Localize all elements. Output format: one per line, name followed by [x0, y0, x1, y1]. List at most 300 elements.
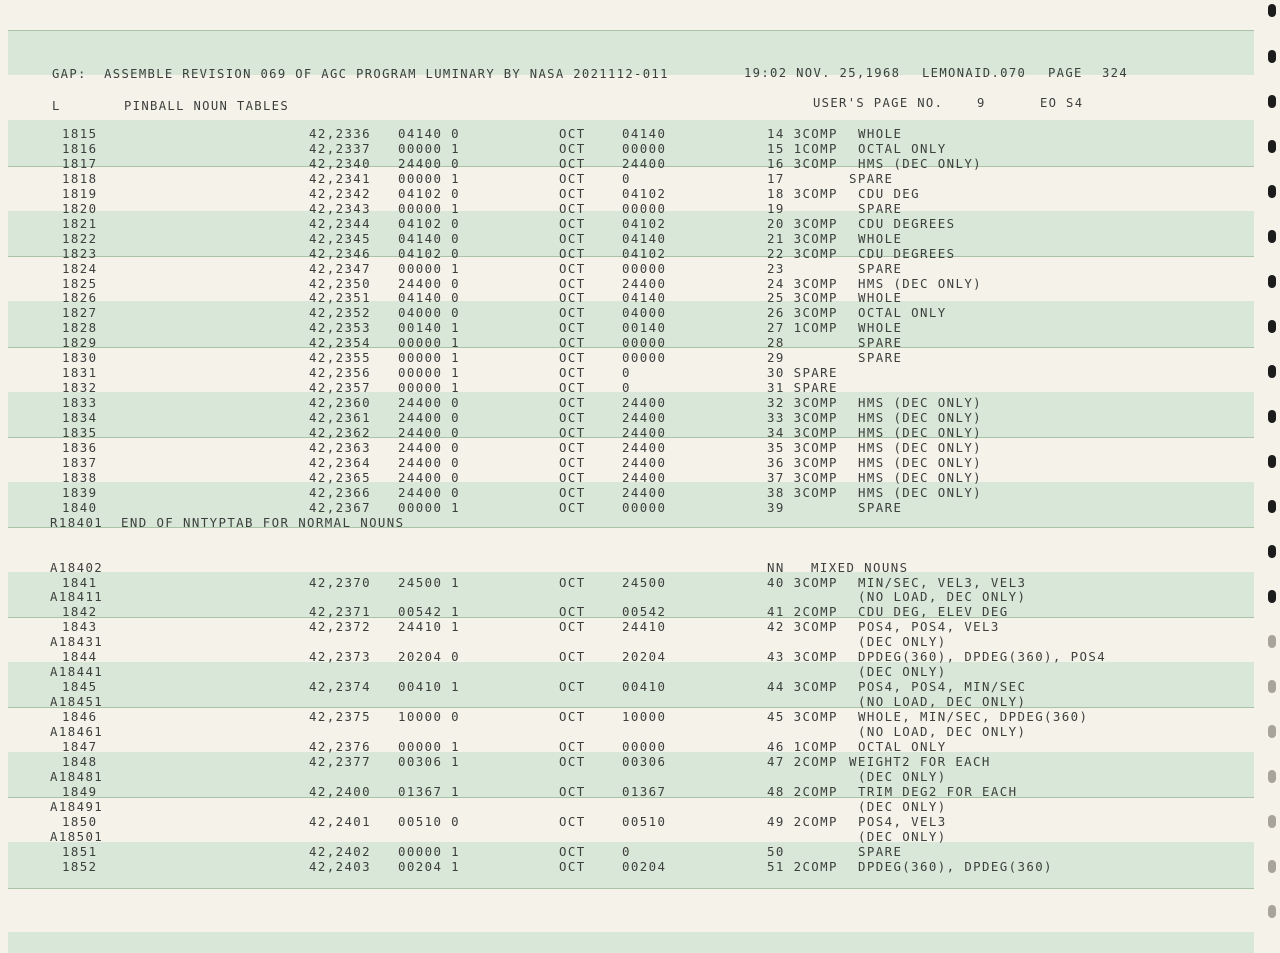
component-cell: 24 3COMP [767, 276, 838, 291]
sequence-cell: A18411 [50, 589, 104, 604]
component-cell: 48 2COMP [767, 784, 838, 799]
section-title: PINBALL NOUN TABLES [124, 99, 290, 113]
description-cell: CDU DEGREES [858, 216, 956, 231]
description-cell: WHOLE [858, 126, 903, 141]
sequence-cell: 1829 [62, 335, 98, 350]
value-cell: 20204 [622, 649, 667, 664]
sequence-cell: 1824 [62, 261, 98, 276]
component-cell: 44 3COMP [767, 679, 838, 694]
value-cell: 24400 [622, 470, 667, 485]
word-cell: 04140 0 [398, 290, 461, 305]
sequence-cell: 1847 [62, 739, 98, 754]
value-cell: 04102 [622, 216, 667, 231]
value-cell: 24400 [622, 410, 667, 425]
description-cell: HMS (DEC ONLY) [858, 410, 983, 425]
eo-label: EO S4 [1040, 96, 1084, 110]
component-cell: 35 3COMP [767, 440, 838, 455]
word-cell: 00000 1 [398, 380, 461, 395]
address-cell: 42,2360 [309, 395, 372, 410]
description-cell: (DEC ONLY) [858, 769, 947, 784]
component-cell: 51 2COMP [767, 859, 838, 874]
opcode-cell: OCT [559, 814, 586, 829]
sequence-cell: 1832 [62, 380, 98, 395]
sequence-cell: 1840 [62, 500, 98, 515]
address-cell: 42,2377 [309, 754, 372, 769]
sequence-cell: 1815 [62, 126, 98, 141]
opcode-cell: OCT [559, 380, 586, 395]
value-cell: 04140 [622, 290, 667, 305]
green-bar [8, 932, 1254, 953]
component-cell: 36 3COMP [767, 455, 838, 470]
value-cell: 00000 [622, 500, 667, 515]
component-cell: 16 3COMP [767, 156, 838, 171]
tractor-hole-icon [1268, 455, 1276, 468]
tractor-hole-icon [1268, 410, 1276, 423]
opcode-cell: OCT [559, 261, 586, 276]
opcode-cell: OCT [559, 844, 586, 859]
opcode-cell: OCT [559, 784, 586, 799]
value-cell: 00000 [622, 141, 667, 156]
word-cell: 00000 1 [398, 350, 461, 365]
sequence-cell: 1846 [62, 709, 98, 724]
sequence-cell: 1848 [62, 754, 98, 769]
description-cell: POS4, VEL3 [858, 814, 947, 829]
sequence-cell: A18451 [50, 694, 104, 709]
value-cell: 24400 [622, 276, 667, 291]
word-cell: 00000 1 [398, 500, 461, 515]
description-cell: SPARE [858, 350, 903, 365]
description-cell: MIN/SEC, VEL3, VEL3 [858, 575, 1027, 590]
component-cell: 27 1COMP [767, 320, 838, 335]
component-cell: 14 3COMP [767, 126, 838, 141]
component-cell: 22 3COMP [767, 246, 838, 261]
tractor-hole-icon [1268, 905, 1276, 918]
value-cell: 04140 [622, 231, 667, 246]
description-cell: SPARE [849, 171, 894, 186]
tractor-hole-icon [1268, 590, 1276, 603]
component-cell: 37 3COMP [767, 470, 838, 485]
component-cell: 18 3COMP [767, 186, 838, 201]
opcode-cell: OCT [559, 440, 586, 455]
description-cell: POS4, POS4, VEL3 [858, 619, 1000, 634]
component-cell: 17 [767, 171, 785, 186]
component-cell: 15 1COMP [767, 141, 838, 156]
address-cell: 42,2336 [309, 126, 372, 141]
component-cell: 33 3COMP [767, 410, 838, 425]
address-cell: 42,2362 [309, 425, 372, 440]
users-page-number: 9 [977, 96, 986, 110]
opcode-cell: OCT [559, 126, 586, 141]
value-cell: 04102 [622, 246, 667, 261]
opcode-cell: OCT [559, 320, 586, 335]
value-cell: 24400 [622, 395, 667, 410]
word-cell: 04140 0 [398, 126, 461, 141]
opcode-cell: OCT [559, 455, 586, 470]
value-cell: 10000 [622, 709, 667, 724]
description-cell: CDU DEG, ELEV DEG [858, 604, 1009, 619]
sequence-cell: 1831 [62, 365, 98, 380]
address-cell: 42,2371 [309, 604, 372, 619]
assembly-header: GAP: ASSEMBLE REVISION 069 OF AGC PROGRAM LUMINARY BY NASA 2021112-011 [52, 67, 669, 81]
component-cell: 41 2COMP [767, 604, 838, 619]
word-cell: 24400 0 [398, 455, 461, 470]
address-cell: 42,2364 [309, 455, 372, 470]
word-cell: 24400 0 [398, 485, 461, 500]
opcode-cell: OCT [559, 290, 586, 305]
word-cell: 00542 1 [398, 604, 461, 619]
tractor-hole-icon [1268, 140, 1276, 153]
opcode-cell: OCT [559, 485, 586, 500]
component-cell: 30 SPARE [767, 365, 838, 380]
component-cell: 26 3COMP [767, 305, 838, 320]
component-cell: 25 3COMP [767, 290, 838, 305]
page-number: 324 [1102, 66, 1129, 80]
opcode-cell: OCT [559, 575, 586, 590]
description-cell: SPARE [858, 500, 903, 515]
address-cell: 42,2352 [309, 305, 372, 320]
sequence-cell: 1823 [62, 246, 98, 261]
component-cell: 40 3COMP [767, 575, 838, 590]
word-cell: 00510 0 [398, 814, 461, 829]
description-cell: WHOLE [858, 320, 903, 335]
address-cell: 42,2373 [309, 649, 372, 664]
word-cell: 24500 1 [398, 575, 461, 590]
description-cell: HMS (DEC ONLY) [858, 485, 983, 500]
word-cell: 04102 0 [398, 246, 461, 261]
word-cell: 00000 1 [398, 201, 461, 216]
opcode-cell: OCT [559, 709, 586, 724]
sequence-cell: 1825 [62, 276, 98, 291]
tractor-hole-icon [1268, 185, 1276, 198]
opcode-cell: OCT [559, 186, 586, 201]
description-cell: HMS (DEC ONLY) [858, 455, 983, 470]
description-cell: HMS (DEC ONLY) [858, 440, 983, 455]
opcode-cell: OCT [559, 216, 586, 231]
description-cell: (DEC ONLY) [858, 634, 947, 649]
users-page-label: USER'S PAGE NO. [813, 96, 944, 110]
value-cell: 0 [622, 380, 631, 395]
description-cell: (DEC ONLY) [858, 664, 947, 679]
tractor-hole-icon [1268, 50, 1276, 63]
word-cell: 01367 1 [398, 784, 461, 799]
opcode-cell: OCT [559, 305, 586, 320]
address-cell: 42,2341 [309, 171, 372, 186]
sequence-cell: 1819 [62, 186, 98, 201]
address-cell: 42,2346 [309, 246, 372, 261]
opcode-cell: OCT [559, 859, 586, 874]
opcode-cell: OCT [559, 201, 586, 216]
tractor-hole-icon [1268, 725, 1276, 738]
address-cell: 42,2354 [309, 335, 372, 350]
sequence-cell: 1822 [62, 231, 98, 246]
sequence-cell: 1837 [62, 455, 98, 470]
opcode-cell: OCT [559, 649, 586, 664]
sequence-cell: 1850 [62, 814, 98, 829]
opcode-cell: OCT [559, 619, 586, 634]
description-cell: OCTAL ONLY [858, 141, 947, 156]
description-cell: (NO LOAD, DEC ONLY) [858, 724, 1027, 739]
sequence-cell: A18431 [50, 634, 104, 649]
component-cell: 32 3COMP [767, 395, 838, 410]
word-cell: 24400 0 [398, 425, 461, 440]
word-cell: 24400 0 [398, 470, 461, 485]
word-cell: 24400 0 [398, 395, 461, 410]
sequence-cell: A18491 [50, 799, 104, 814]
tractor-hole-icon [1268, 815, 1276, 828]
tractor-hole-icon [1268, 680, 1276, 693]
word-cell: 24400 0 [398, 156, 461, 171]
sequence-cell: A18501 [50, 829, 104, 844]
component-cell: 46 1COMP [767, 739, 838, 754]
description-cell: (DEC ONLY) [858, 829, 947, 844]
sequence-cell: 1818 [62, 171, 98, 186]
address-cell: 42,2370 [309, 575, 372, 590]
component-cell: 49 2COMP [767, 814, 838, 829]
description-cell: HMS (DEC ONLY) [858, 425, 983, 440]
address-cell: 42,2351 [309, 290, 372, 305]
value-cell: 00140 [622, 320, 667, 335]
word-cell: 00000 1 [398, 171, 461, 186]
opcode-cell: OCT [559, 470, 586, 485]
sequence-cell: 1821 [62, 216, 98, 231]
opcode-cell: OCT [559, 141, 586, 156]
address-cell: 42,2367 [309, 500, 372, 515]
description-cell: OCTAL ONLY [858, 739, 947, 754]
sequence-cell: 1838 [62, 470, 98, 485]
word-cell: 24400 0 [398, 410, 461, 425]
description-cell: (NO LOAD, DEC ONLY) [858, 589, 1027, 604]
address-cell: 42,2353 [309, 320, 372, 335]
word-cell: 04102 0 [398, 216, 461, 231]
sequence-cell: 1842 [62, 604, 98, 619]
tractor-hole-icon [1268, 635, 1276, 648]
sequence-cell: A18441 [50, 664, 104, 679]
word-cell: 04000 0 [398, 305, 461, 320]
address-cell: 42,2402 [309, 844, 372, 859]
address-cell: 42,2372 [309, 619, 372, 634]
component-cell: 34 3COMP [767, 425, 838, 440]
description-cell: WHOLE [858, 290, 903, 305]
component-cell: NN [767, 560, 785, 575]
address-cell: 42,2345 [309, 231, 372, 246]
word-cell: 00000 1 [398, 844, 461, 859]
tractor-hole-icon [1268, 230, 1276, 243]
address-cell: 42,2400 [309, 784, 372, 799]
address-cell: 42,2340 [309, 156, 372, 171]
description-cell: SPARE [858, 844, 903, 859]
description-cell: DPDEG(360), DPDEG(360) [858, 859, 1053, 874]
opcode-cell: OCT [559, 246, 586, 261]
address-cell: 42,2347 [309, 261, 372, 276]
description-cell: POS4, POS4, MIN/SEC [858, 679, 1027, 694]
tractor-hole-icon [1268, 95, 1276, 108]
sequence-cell: 1817 [62, 156, 98, 171]
sequence-cell: A18481 [50, 769, 104, 784]
address-cell: 42,2355 [309, 350, 372, 365]
tractor-hole-icon [1268, 320, 1276, 333]
sequence-cell: 1843 [62, 619, 98, 634]
description-cell: OCTAL ONLY [858, 305, 947, 320]
description-cell: HMS (DEC ONLY) [858, 470, 983, 485]
component-cell: 39 [767, 500, 785, 515]
value-cell: 00542 [622, 604, 667, 619]
sequence-cell: 1820 [62, 201, 98, 216]
opcode-cell: OCT [559, 276, 586, 291]
value-cell: 24400 [622, 156, 667, 171]
sequence-cell: 1844 [62, 649, 98, 664]
sequence-cell: 1827 [62, 305, 98, 320]
opcode-cell: OCT [559, 739, 586, 754]
component-cell: 29 [767, 350, 785, 365]
address-cell: 42,2366 [309, 485, 372, 500]
sequence-cell: 1845 [62, 679, 98, 694]
opcode-cell: OCT [559, 500, 586, 515]
opcode-cell: OCT [559, 395, 586, 410]
value-cell: 0 [622, 844, 631, 859]
address-cell: 42,2342 [309, 186, 372, 201]
sequence-cell: 1816 [62, 141, 98, 156]
component-cell: 38 3COMP [767, 485, 838, 500]
opcode-cell: OCT [559, 350, 586, 365]
value-cell: 00000 [622, 739, 667, 754]
opcode-cell: OCT [559, 410, 586, 425]
address-cell: 42,2375 [309, 709, 372, 724]
description-cell: TRIM DEG2 FOR EACH [858, 784, 1018, 799]
word-cell: 00000 1 [398, 261, 461, 276]
word-cell: 04102 0 [398, 186, 461, 201]
value-cell: 00510 [622, 814, 667, 829]
word-cell: 24400 0 [398, 276, 461, 291]
component-cell: 50 [767, 844, 785, 859]
word-cell: 00000 1 [398, 739, 461, 754]
value-cell: 24400 [622, 485, 667, 500]
value-cell: 0 [622, 365, 631, 380]
value-cell: 00000 [622, 350, 667, 365]
opcode-cell: OCT [559, 604, 586, 619]
component-cell: 42 3COMP [767, 619, 838, 634]
value-cell: 00204 [622, 859, 667, 874]
address-cell: 42,2337 [309, 141, 372, 156]
address-cell: 42,2350 [309, 276, 372, 291]
word-cell: 20204 0 [398, 649, 461, 664]
sequence-cell: 1836 [62, 440, 98, 455]
component-cell: 47 2COMP [767, 754, 838, 769]
word-cell: 10000 0 [398, 709, 461, 724]
word-cell: 24410 1 [398, 619, 461, 634]
word-cell: 24400 0 [398, 440, 461, 455]
sequence-cell: 1834 [62, 410, 98, 425]
description-cell: WHOLE, MIN/SEC, DPDEG(360) [858, 709, 1089, 724]
component-cell: 21 3COMP [767, 231, 838, 246]
comment-cell: END OF NNTYPTAB FOR NORMAL NOUNS [121, 515, 405, 530]
value-cell: 00306 [622, 754, 667, 769]
opcode-cell: OCT [559, 231, 586, 246]
description-cell: HMS (DEC ONLY) [858, 395, 983, 410]
description-cell: DPDEG(360), DPDEG(360), POS4 [858, 649, 1107, 664]
word-cell: 04140 0 [398, 231, 461, 246]
word-cell: 00000 1 [398, 335, 461, 350]
value-cell: 00410 [622, 679, 667, 694]
address-cell: 42,2363 [309, 440, 372, 455]
word-cell: 00140 1 [398, 320, 461, 335]
description-cell: WHOLE [858, 231, 903, 246]
component-cell: 20 3COMP [767, 216, 838, 231]
sequence-cell: 1839 [62, 485, 98, 500]
word-cell: 00410 1 [398, 679, 461, 694]
word-cell: 00306 1 [398, 754, 461, 769]
description-cell: SPARE [858, 335, 903, 350]
sequence-cell: 1849 [62, 784, 98, 799]
lemonaid-version: LEMONAID.070 [922, 66, 1027, 80]
value-cell: 01367 [622, 784, 667, 799]
tractor-hole-icon [1268, 545, 1276, 558]
tractor-hole-icon [1268, 275, 1276, 288]
value-cell: 0 [622, 171, 631, 186]
value-cell: 04102 [622, 186, 667, 201]
bar-rule [8, 888, 1254, 889]
description-cell: WEIGHT2 FOR EACH [849, 754, 991, 769]
value-cell: 00000 [622, 335, 667, 350]
tractor-hole-icon [1268, 500, 1276, 513]
address-cell: 42,2374 [309, 679, 372, 694]
description-cell: HMS (DEC ONLY) [858, 276, 983, 291]
component-cell: 23 [767, 261, 785, 276]
tractor-hole-icon [1268, 770, 1276, 783]
sequence-cell: A18461 [50, 724, 104, 739]
description-cell: (NO LOAD, DEC ONLY) [858, 694, 1027, 709]
page-label: PAGE [1048, 66, 1083, 80]
component-cell: 31 SPARE [767, 380, 838, 395]
tractor-hole-icon [1268, 365, 1276, 378]
value-cell: 04140 [622, 126, 667, 141]
address-cell: 42,2343 [309, 201, 372, 216]
opcode-cell: OCT [559, 156, 586, 171]
address-cell: 42,2344 [309, 216, 372, 231]
value-cell: 04000 [622, 305, 667, 320]
sequence-cell: 1835 [62, 425, 98, 440]
address-cell: 42,2356 [309, 365, 372, 380]
opcode-cell: OCT [559, 754, 586, 769]
sequence-cell: 1841 [62, 575, 98, 590]
opcode-cell: OCT [559, 335, 586, 350]
word-cell: 00204 1 [398, 859, 461, 874]
value-cell: 00000 [622, 201, 667, 216]
address-cell: 42,2361 [309, 410, 372, 425]
component-cell: 28 [767, 335, 785, 350]
component-cell: 43 3COMP [767, 649, 838, 664]
value-cell: 24400 [622, 440, 667, 455]
word-cell: 00000 1 [398, 141, 461, 156]
sequence-cell: 1852 [62, 859, 98, 874]
address-cell: 42,2365 [309, 470, 372, 485]
bar-rule [8, 707, 1254, 708]
sequence-cell: 1830 [62, 350, 98, 365]
tractor-hole-icon [1268, 860, 1276, 873]
description-cell: CDU DEGREES [858, 246, 956, 261]
address-cell: 42,2376 [309, 739, 372, 754]
tractor-hole-icon [1268, 4, 1276, 17]
value-cell: 24500 [622, 575, 667, 590]
bar-rule [8, 30, 1254, 31]
value-cell: 24410 [622, 619, 667, 634]
opcode-cell: OCT [559, 425, 586, 440]
component-cell: 19 [767, 201, 785, 216]
address-cell: 42,2357 [309, 380, 372, 395]
description-cell: MIXED NOUNS [811, 560, 909, 575]
sequence-cell: A18402 [50, 560, 104, 575]
value-cell: 24400 [622, 455, 667, 470]
word-cell: 00000 1 [398, 365, 461, 380]
